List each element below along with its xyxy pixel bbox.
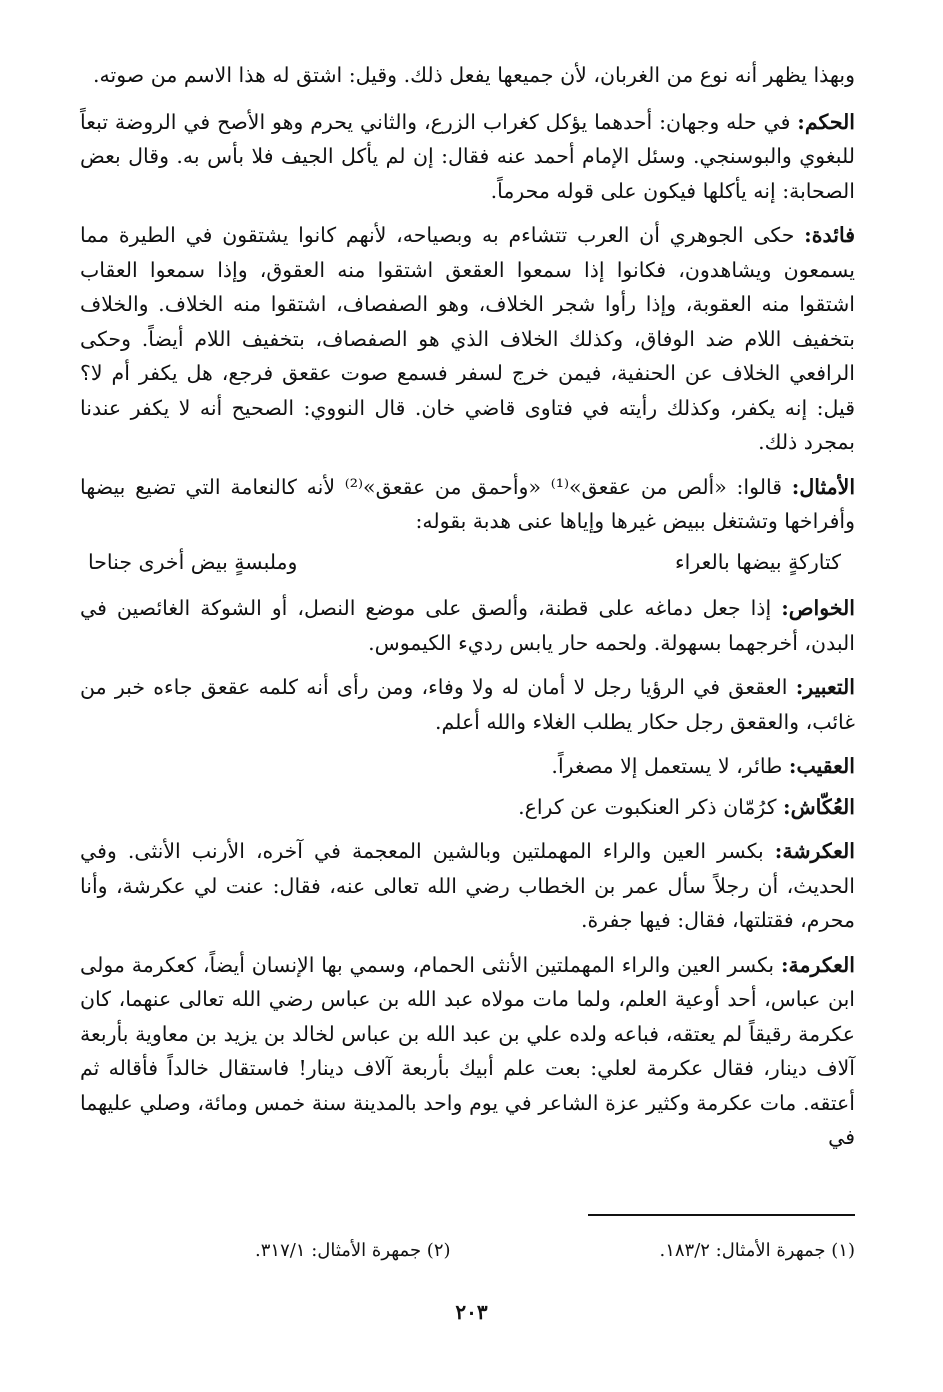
paragraph-text: كرُمّان ذكر العنكبوت عن كراع. bbox=[518, 794, 783, 819]
paragraph-text: طائر، لا يستعمل إلا مصغراً. bbox=[551, 754, 789, 778]
ruling-paragraph bbox=[80, 105, 855, 209]
footnote-2: (٢) جمهرة الأمثال: ٣١٧/١. bbox=[255, 1240, 451, 1261]
dream-interpretation-paragraph bbox=[80, 670, 855, 739]
paragraph-text: وبهذا يظهر أنه نوع من الغربان، لأن جميعها يفعل ذلك. وقيل: اشتق له هذا الاسم من صوته. bbox=[92, 63, 855, 87]
entry-ukkash bbox=[80, 790, 855, 825]
section-term-hukm: الحكم: bbox=[797, 109, 855, 134]
footnotes bbox=[255, 1236, 855, 1266]
entry-term-ikrisha: العكرشة: bbox=[774, 839, 855, 863]
paragraph-text: بكسر العين والراء المهملتين وبالشين المعجمة في آخره، الأرنب الأنثى. وفي الحديث، أن رجلاً سأل عمر بن الخطاب رضي الله تعالى عنه، فقال: عنت لي عكرشة، وأنا محرم، فقتلتها، فقال: فيها جفرة. bbox=[80, 839, 855, 932]
page-number: ٢٠٣ bbox=[455, 1300, 488, 1324]
paragraph-text: في حله وجهان: أحدهما يؤكل كغراب الزرع، والثاني يحرم وهو الأصح في الروضة تبعاً للبغوي والبوسنجي. وسئل الإمام أحمد عنه فقال: إن لم يأكل الجيف فلا بأس به. وقال بعض الصحابة: إنه يأكلها فيكون على قوله محرماً. bbox=[80, 109, 855, 203]
paragraph-text: قالوا: «ألص من عقعق»⁽¹⁾ «وأحمق من عقعق»⁽²⁾ لأنه كالنعامة التي تضيع بيضها وأفراخها وتشتغل ببيض غيرها وإياها عنى هدبة بقوله: bbox=[80, 474, 855, 533]
entry-ikrisha bbox=[80, 834, 855, 938]
entry-term-uqayb: العقيب: bbox=[788, 754, 855, 778]
paragraph-text: حكى الجوهري أن العرب تتشاءم به وبصياحه، لأنهم كانوا يشتقون في الطيرة مما يسمعون ويشاهدون، فكانوا إذا سمعوا العقعق اشتقوا منه العقوق، وإذا سمعوا العقاب اشتقوا منه العقوبة، وإذا رأوا شجر الخلاف، وهو الصفصاف، اشتقوا منه الخلاف. والخلاف بتخفيف اللام ضد الوفاق، وكذلك الخلاف الذي هو الصفصاف، بتخفيف اللام أيضاً. وحكى الرافعي الخلاف عن الحنفية، فيمن خرج لسفر فسمع صوت عقعق فرجع، هل يكفر أم لا؟ قيل: إنه يكفر، وكذلك رأيته في فتاوى قاضي خان. قال النووي: الصحيح أنه لا يكفر عندنا بمجرد ذلك. bbox=[80, 223, 855, 454]
properties-paragraph bbox=[80, 591, 855, 660]
proverbs-paragraph bbox=[80, 470, 855, 539]
page-body bbox=[80, 58, 855, 1165]
section-term-khawas: الخواص: bbox=[781, 596, 855, 620]
paragraph-text: العقعق في الرؤيا رجل لا أمان له ولا وفاء، ومن رأى أنه كلمه عقعق جاءه خبر من غائب، والعقعق رجل حكار يطلب الغلاء والله أعلم. bbox=[80, 675, 855, 734]
verse-second-hemistich: وملبسةٍ بيض أخرى جناحا bbox=[88, 549, 298, 574]
section-term-amthal: الأمثال: bbox=[791, 474, 856, 499]
verse-first-hemistich: كتاركةٍ بيضها بالعراء bbox=[675, 549, 841, 574]
intro-paragraph bbox=[80, 58, 855, 93]
paragraph-text: بكسر العين والراء المهملتين الأنثى الحمام، وسمي بها الإنسان أيضاً، كعكرمة مولى ابن عباس، أحد أوعية العلم، ولما مات مولاه عبد الله بن عباس رضي الله تعالى عنهما، كان عكرمة رقيقاً لم يعتقه، فباعه ولده علي بن عبد الله بن عباس لخالد بن يزيد بن معاوية بأربعة آلاف دينار، فقال عكرمة لعلي: بعت علم أبيك بأربعة آلاف دينار! فاستقال خالداً فأقاله ثم أعتقه. مات عكرمة وكثير عزة الشاعر في يوم واحد بالمدينة سنة خمس ومائة، وصلي عليهما في bbox=[80, 952, 855, 1149]
footnote-separator bbox=[588, 1214, 855, 1216]
footnote-1: (١) جمهرة الأمثال: ١٨٣/٢. bbox=[659, 1240, 855, 1261]
paragraph-text: إذا جعل دماغه على قطنة، وألصق على موضع النصل، أو الشوكة الغائصين في البدن، أخرجهما بسهولة. ولحمه حار يابس رديء الكيموس. bbox=[80, 596, 855, 655]
entry-ikrima bbox=[80, 948, 855, 1155]
poetry-verse bbox=[80, 545, 855, 580]
benefit-paragraph bbox=[80, 218, 855, 460]
section-term-faida: فائدة: bbox=[804, 223, 855, 247]
entry-term-ikrima: العكرمة: bbox=[780, 952, 855, 977]
section-term-tabir: التعبير: bbox=[795, 675, 855, 699]
entry-uqayb bbox=[80, 749, 855, 784]
entry-term-ukkash: العُكّاش: bbox=[783, 794, 855, 819]
